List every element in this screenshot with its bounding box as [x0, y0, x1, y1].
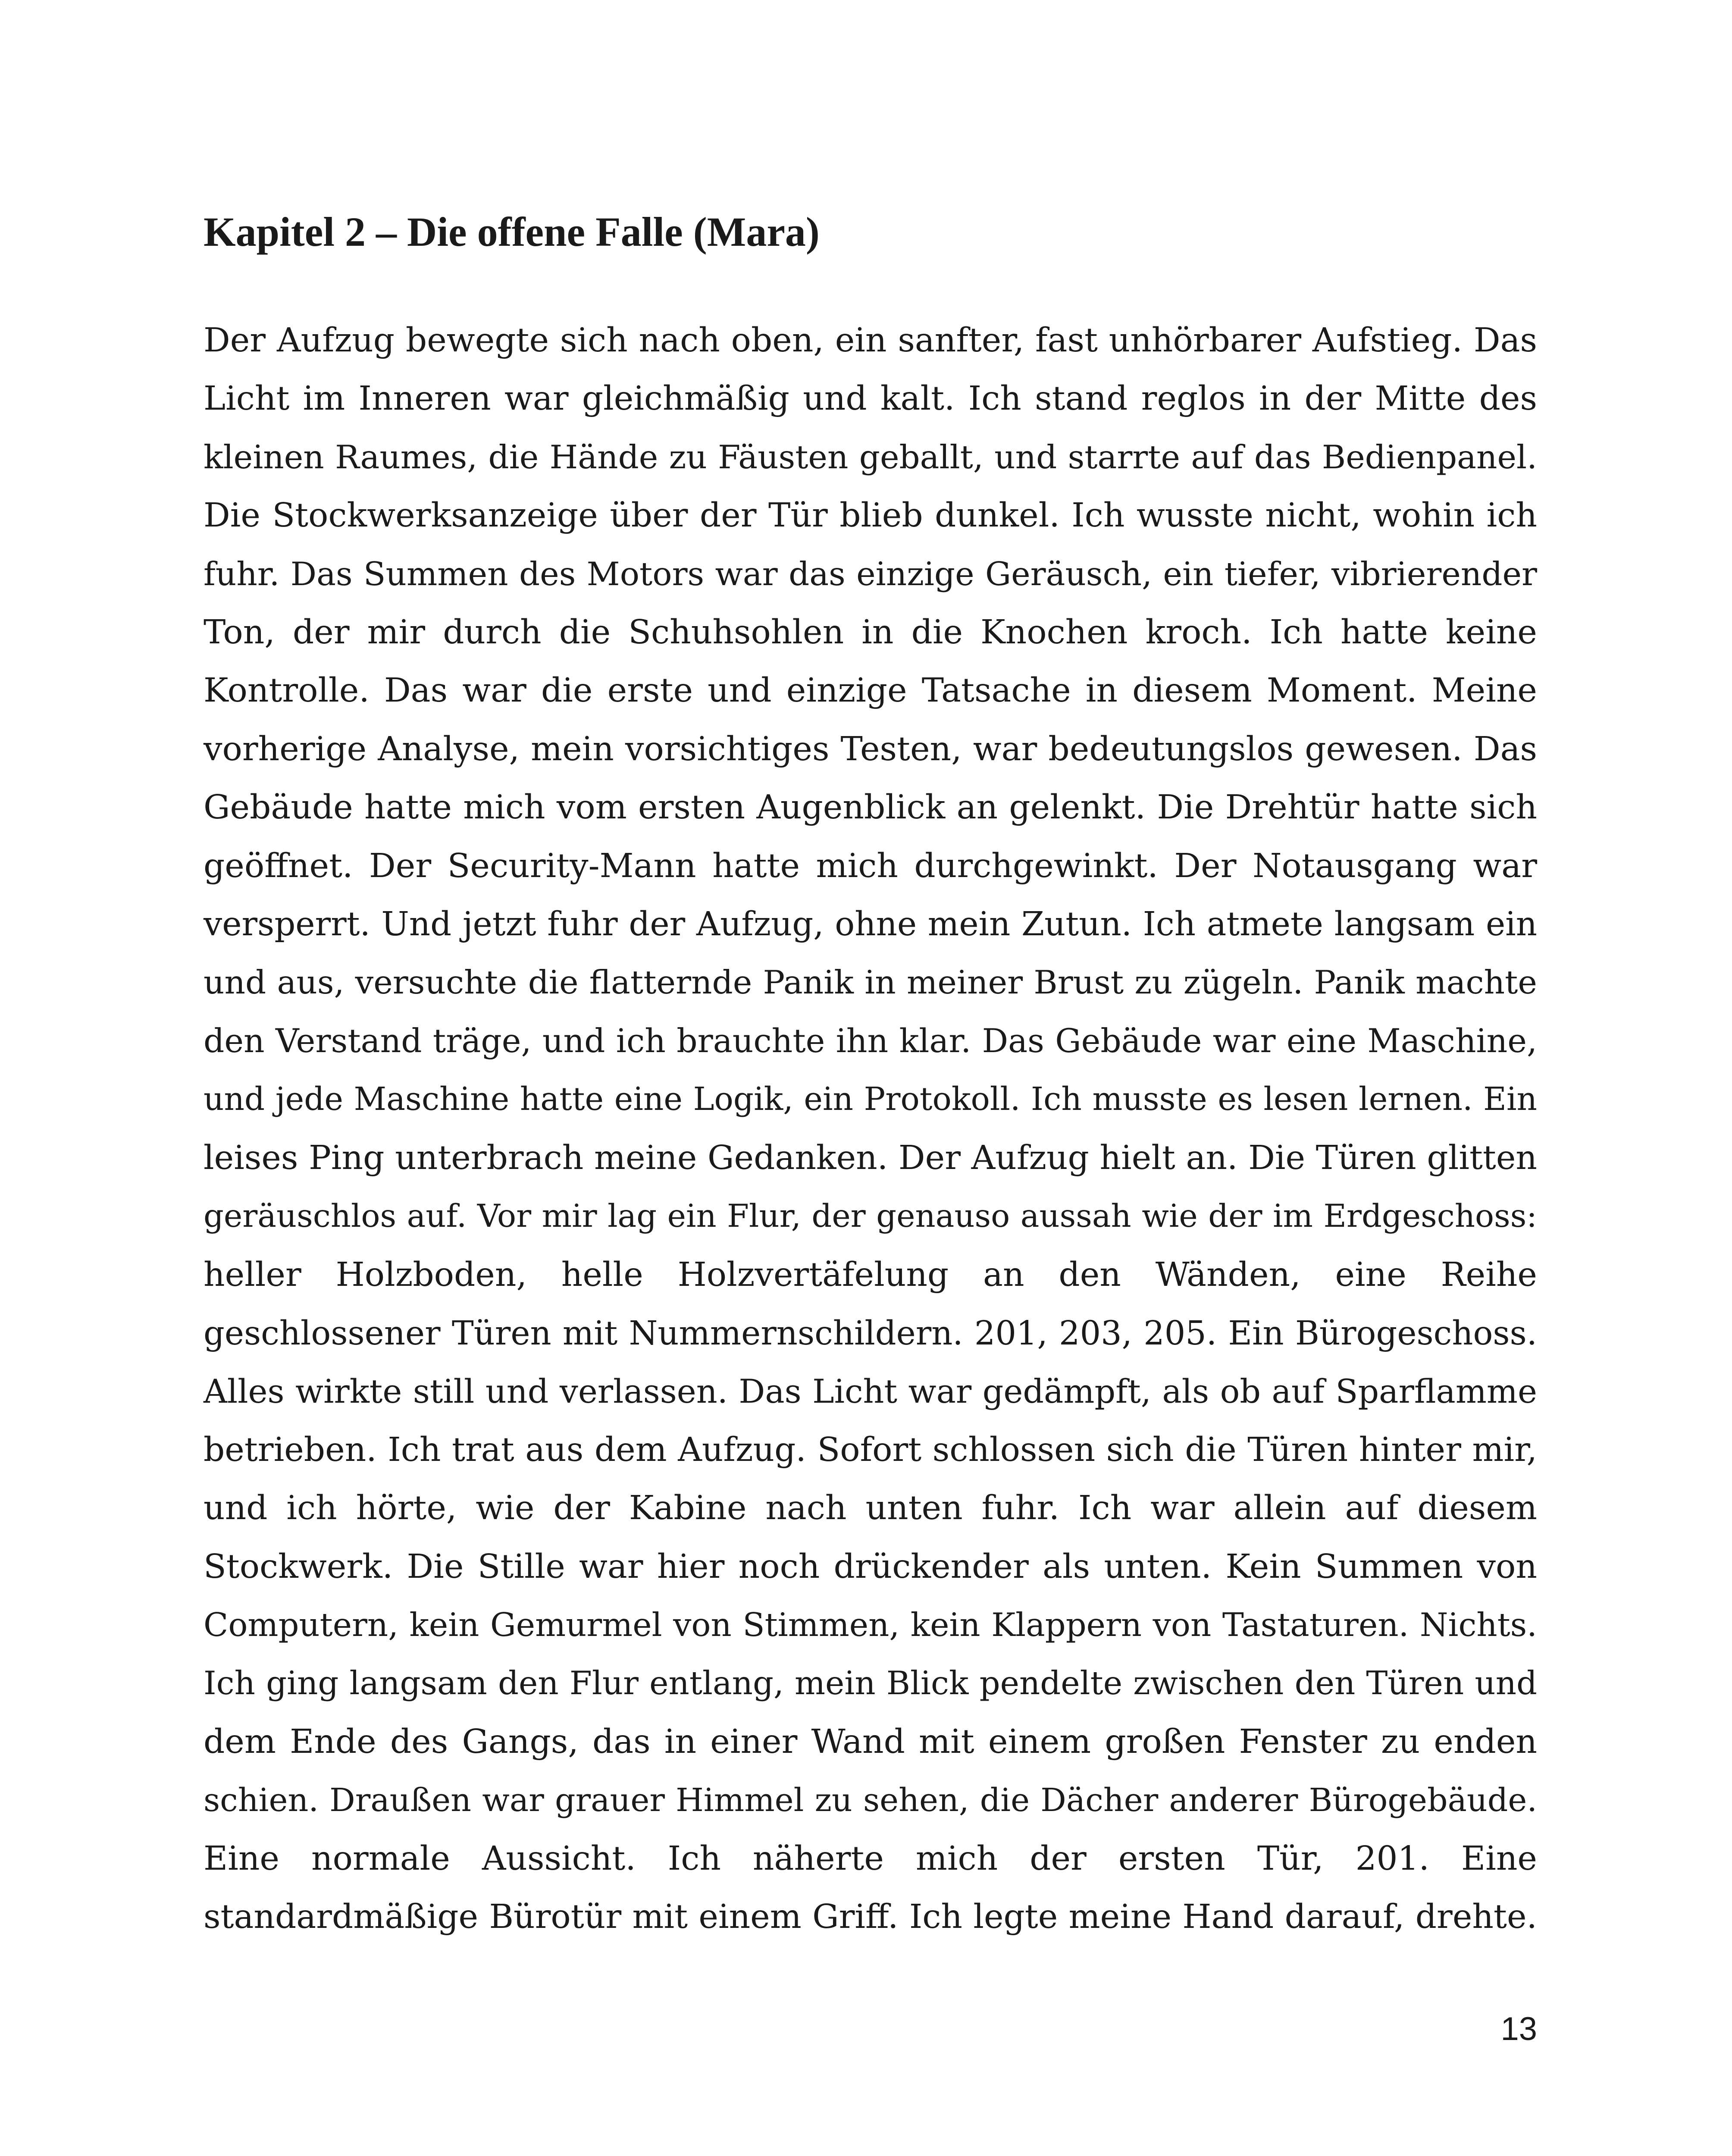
body-paragraph	[204, 311, 1537, 1946]
text-line: den Verstand träge, und ich brauchte ihn klar. Das Gebäude war eine Maschine,	[204, 1022, 1537, 1060]
text-line: und jede Maschine hatte eine Logik, ein Protokoll. Ich musste es lesen lernen. Ein	[204, 1081, 1537, 1118]
text-line: Die Stockwerksanzeige über der Tür blieb dunkel. Ich wusste nicht, wohin ich	[204, 496, 1537, 535]
text-line: geschlossener Türen mit Nummernschildern. 201, 203, 205. Ein Bürogeschoss.	[204, 1313, 1537, 1352]
text-line: Licht im Inneren war gleichmäßig und kalt. Ich stand reglos in der Mitte des	[204, 379, 1537, 418]
text-line: betrieben. Ich trat aus dem Aufzug. Sofort schlossen sich die Türen hinter mir,	[204, 1430, 1537, 1469]
text-line: fuhr. Das Summen des Motors war das einzige Geräusch, ein tiefer, vibrierender	[204, 555, 1537, 593]
text-line: heller Holzboden, helle Holzvertäfelung an den Wänden, eine Reihe	[204, 1255, 1537, 1294]
text-line: Ich ging langsam den Flur entlang, mein Blick pendelte zwischen den Türen und	[204, 1664, 1537, 1702]
chapter-title: Kapitel 2 – Die offene Falle (Mara)	[204, 209, 820, 255]
text-line: geöffnet. Der Security-Mann hatte mich durchgewinkt. Der Notausgang war	[204, 846, 1537, 885]
text-line: vorherige Analyse, mein vorsichtiges Testen, war bedeutungslos gewesen. Das	[204, 730, 1537, 768]
text-line: Gebäude hatte mich vom ersten Augenblick an gelenkt. Die Drehtür hatte sich	[204, 788, 1537, 827]
text-line: dem Ende des Gangs, das in einer Wand mit einem großen Fenster zu enden	[204, 1722, 1537, 1761]
page-number: 13	[1500, 2011, 1537, 2047]
text-line: Stockwerk. Die Stille war hier noch drückender als unten. Kein Summen von	[204, 1547, 1537, 1586]
text-line: Der Aufzug bewegte sich nach oben, ein sanfter, fast unhörbarer Aufstieg. Das	[204, 321, 1537, 360]
text-line: Computern, kein Gemurmel von Stimmen, kein Klappern von Tastaturen. Nichts.	[204, 1605, 1537, 1644]
text-line: Alles wirkte still und verlassen. Das Licht war gedämpft, als ob auf Sparflamme	[204, 1372, 1537, 1411]
text-line: und ich hörte, wie der Kabine nach unten fuhr. Ich war allein auf diesem	[204, 1489, 1537, 1528]
text-line: standardmäßige Bürotür mit einem Griff. Ich legte meine Hand darauf, drehte.	[204, 1897, 1537, 1936]
text-line: Eine normale Aussicht. Ich näherte mich der ersten Tür, 201. Eine	[204, 1839, 1537, 1878]
text-line: und aus, versuchte die flatternde Panik in meiner Brust zu zügeln. Panik machte	[204, 963, 1537, 1002]
text-line: versperrt. Und jetzt fuhr der Aufzug, ohne mein Zutun. Ich atmete langsam ein	[204, 905, 1537, 944]
text-line: Kontrolle. Das war die erste und einzige Tatsache in diesem Moment. Meine	[204, 671, 1537, 710]
text-line: geräuschlos auf. Vor mir lag ein Flur, der genauso aussah wie der im Erdgeschoss:	[204, 1198, 1537, 1235]
text-line: Ton, der mir durch die Schuhsohlen in die Knochen kroch. Ich hatte keine	[204, 613, 1537, 652]
text-line: kleinen Raumes, die Hände zu Fäusten geballt, und starrte auf das Bedienpanel.	[204, 438, 1537, 476]
text-line: leises Ping unterbrach meine Gedanken. Der Aufzug hielt an. Die Türen glitten	[204, 1138, 1537, 1177]
text-line: schien. Draußen war grauer Himmel zu sehen, die Dächer anderer Bürogebäude.	[204, 1781, 1537, 1819]
